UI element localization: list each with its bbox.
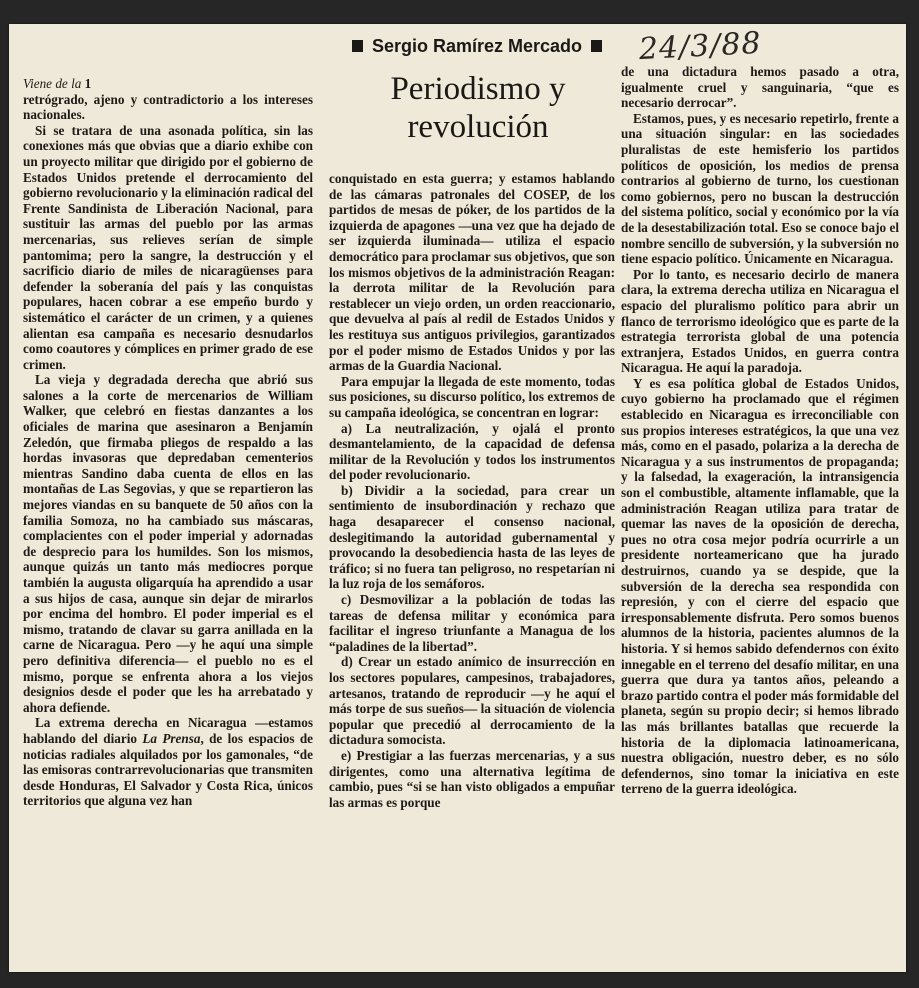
text-run: , de los espacios de noticias radiales alquilados por los gamonales, “de las emisoras contrarrevolucionarias que transmiten desde Honduras, El Salvador y Costa Rica, únicos territorios que alguna vez han	[23, 730, 314, 809]
column-1	[23, 76, 313, 966]
paragraph	[23, 715, 313, 809]
list-item: d) Crear un estado anímico de insurrección en los sectores populares, campesinos, trabajadores, artesanos, tratando de reproducir —y he aquí el más torpe de sus sueños— la situación de violencia popular que precedió al derrocamiento de la dictadura somocista.	[329, 654, 615, 748]
newspaper-clipping	[9, 24, 906, 972]
paragraph: Si se tratara de una asonada política, sin las conexiones más que obvias que a diario exhibe con un proyecto militar que dirigido por el gobierno de Estados Unidos pretende el derrocamiento del gobierno revolucionario y la eliminación radical del Frente Sandinista de Liberación Nacional, para sustituir las armas del pueblo por las armas mercenarias, sus relieves serían de simple pantomima; pero la sangre, la destrucción y el sacrificio diario de miles de nicaragüenses para defender la soberanía del país y las conquistas populares, hacen cobrar a ese empeño burdo y sistemático el carácter de un crimen, y a quienes alientan esa campaña es necesario desnudarlos como coautores y cómplices en primer grado de ese crimen.	[23, 122, 313, 372]
author-name: Sergio Ramírez Mercado	[371, 35, 583, 56]
column-2	[329, 171, 615, 966]
list-item: b) Dividir a la sociedad, para crear un sentimiento de insubordinación y rechazo que haga desaparecer el consenso nacional, deslegitimando la autoridad gubernamental y provocando la desobediencia hasta de las leyes de tráfico; si no fuera tan peligroso, no respetarían ni la luz roja de los semáforos.	[329, 482, 615, 592]
article-headline: Periodismo y revolución	[390, 71, 566, 145]
square-bullet-icon	[591, 40, 602, 52]
paragraph: retrógrado, ajeno y contradictorio a los intereses nacionales.	[23, 91, 313, 123]
paragraph: de una dictadura hemos pasado a otra, igualmente cruel y sanguinaria, “que es necesario derrocar”.	[621, 64, 899, 111]
list-item: c) Desmovilizar a la población de todas las tareas de defensa militar y económica para facilitar el ingreso triunfante a Managua de los “paladines de la libertad”.	[329, 592, 615, 654]
column-3	[621, 64, 899, 966]
viene-de-page: 1	[84, 76, 92, 91]
paragraph: Para empujar la llegada de este momento, todas sus posiciones, su discurso político, los extremos de su campaña ideológica, se concentran en lograr:	[329, 373, 615, 420]
viene-de-label: Viene de la	[23, 76, 82, 91]
paragraph: Estamos, pues, y es necesario repetirlo, frente a una situación singular: en las sociedades pluralistas de este hemisferio los partidos políticos de oposición, los medios de prensa contrarios al gobierno de turno, los cuestionan como gobiernos, pero no buscan la destrucción del sistema político, social y económico por la vía de la desestabilización total. Eso se conoce bajo el nombre sencillo de subversión, y la subversión no tiene espacio político. Únicamente en Nicaragua.	[621, 110, 899, 267]
square-bullet-icon	[352, 40, 363, 52]
continuation-paragraph	[23, 76, 313, 92]
newspaper-title: La Prensa	[142, 730, 201, 746]
handwritten-date: 24/3/88	[638, 25, 763, 68]
list-item: a) La neutralización, y ojalá el pronto desmantelamiento, de la capacidad de defensa militar de la Revolución y todos los instrumentos del poder revolucionario.	[329, 420, 615, 483]
text-run: La extrema derecha en Nicaragua —estamos hablando del diario	[23, 715, 313, 746]
byline	[331, 32, 623, 60]
paragraph: Y es esa política global de Estados Unidos, cuyo gobierno ha proclamado que el régimen establecido en Nicaragua es irreconciliable con sus propios intereses estratégicos, la que una vez más, como en el pasado, polariza a la derecha de Nicaragua y a sus instrumentos de propaganda; y la falsedad, la exageración, la intransigencia son el combustible, altamente inflamable, que la administración Reagan utiliza para tratar de quemar las naves de la oposición de derecha, pues no otra cosa mejor podría ocurrirle a un presidente norteamericano que ha jurado destruirnos, cuando ya se despide, que la subversión de la derecha sea respondida con represión, y con el cierre del espacio que irresponsablemente disfruta. Pero somos buenos alumnos de la historia, pacientes alumnos de la historia. Y si hemos sabido defendernos con éxito innegable en el terreno del desafío militar, en una guerra que dura ya tantos años, peleando a brazo partido contra el poder más formidable del planeta, según su propio decir; si hemos librado las más brillantes batallas que recuerde la historia de la diplomacia latinoamericana, nuestra obligación, nuestro deber, es no sólo defendernos, sino tomar la iniciativa en este terreno de la guerra ideológica.	[621, 375, 899, 797]
paragraph: conquistado en esta guerra; y estamos hablando de las cámaras patronales del COSEP, de los partidos de mesas de póker, de los partidos de la izquierda de apagones —una vez que ha dejado de ser izquierda iluminada— utiliza el espacio democrático para proclamar sus objetivos, que son los mismos objetivos de la administración Reagan: la derrota militar de la Revolución para restablecer un viejo orden, un orden reaccionario, que devuelva al país al redil de Estados Unidos y les restituya sus antiguos privilegios, garantizados por el poder mismo de Estados Unidos y por las armas de la Guardia Nacional.	[329, 171, 615, 374]
paragraph: Por lo tanto, es necesario decirlo de manera clara, la extrema derecha utiliza en Nicaragua el espacio del pluralismo político para abrir un flanco de terrorismo ideológico que es parte de la estrategia terrorista global de una potencia extranjera, Estados Unidos, en guerra contra Nicaragua. He aquí la paradoja.	[621, 266, 899, 376]
list-item: e) Prestigiar a las fuerzas mercenarias, y a sus dirigentes, como una alternativa legítima de cambio, pues “si se han visto obligados a empuñar las armas es porque	[329, 747, 615, 810]
paragraph: La vieja y degradada derecha que abrió sus salones a la corte de mercenarios de William Walker, que celebró en fiestas danzantes a los oficiales de marina que asesinaron a Benjamín Zeledón, que firmaba pliegos de respaldo a las hordas invasoras que depredaban cementerios mientras Sandino daba cuenta de ellos en las montañas de Las Segovias, y que se repartieron las mejores viandas en su banquete de 50 años con la familia Somoza, no ha cambiado sus máscaras, complacientes con el poder imperial y adornadas de desprecio para los humildes. Son los mismos, aunque quizás un tanto más mediocres porque también la augusta oligarquía ha aprendido a usar a sus hijos de casa, aunque sin dejar de mirarlos por encima del hombro. El poder imperial es el mismo, tratando de clavar su garra anillada en la carne de Nicaragua. Pero —y he aquí una simple pero definitiva diferencia— el pueblo no es el mismo, porque se enfrenta ahora a los viejos designios desde el poder que les ha arrebatado y ahora defiende.	[23, 372, 313, 715]
